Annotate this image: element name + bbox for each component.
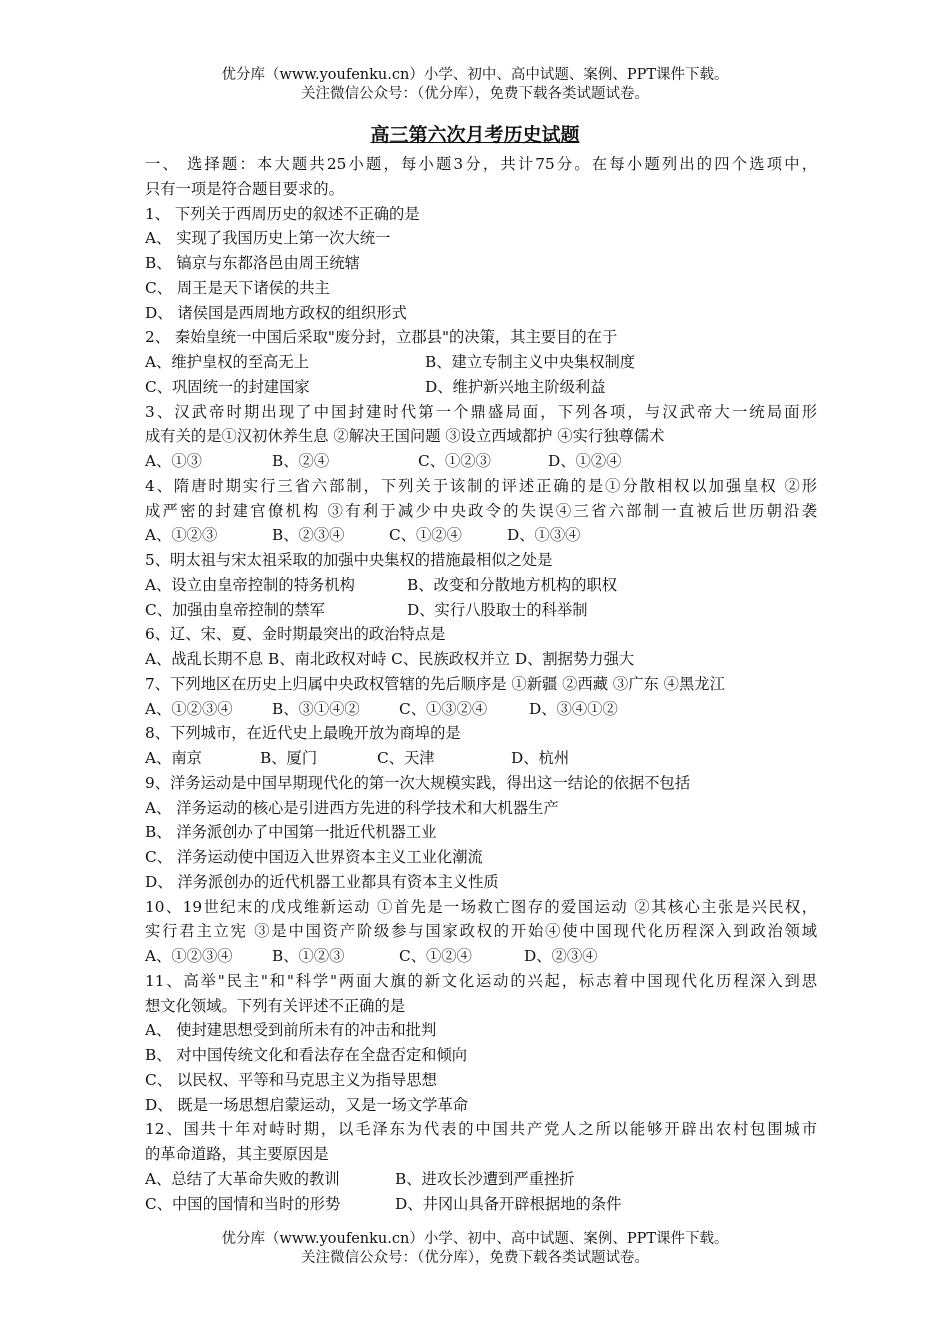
q1-option-c: C、 周王是天下诸侯的共主 [145, 278, 330, 297]
q4-options [145, 523, 817, 548]
q9-stem: 9、洋务运动是中国早期现代化的第一次大规模实践，得出这一结论的依据不包括 [145, 773, 691, 792]
q8-option-c: C、天津 [377, 749, 435, 767]
q11-option-d: D、 既是一场思想启蒙运动，又是一场文学革命 [145, 1095, 469, 1114]
q10-option-b: B、①②③ [272, 947, 345, 965]
q10-options [145, 944, 817, 969]
q10-option-a: A、①②③④ [145, 947, 233, 965]
q9-option-c: C、 洋务运动使中国迈入世界资本主义工业化潮流 [145, 848, 483, 866]
q4-stem-line-2: 成严密的封建官僚机构 ③有利于减少中央政令的失误④三省六部制一直被后世历朝沿袭 [145, 501, 817, 520]
q12-stem-line-2: 的革命道路，其主要原因是 [145, 1145, 329, 1163]
q1-option-b: B、 镐京与东都洛邑由周王统辖 [145, 254, 360, 272]
q8-option-b: B、厦门 [260, 749, 318, 767]
q2-option-b: B、建立专制主义中央集权制度 [425, 353, 636, 371]
q4-option-d: D、①③④ [507, 526, 581, 545]
q11-stem-line-1: 11、高举"民主"和"科学"两面大旗的新文化运动的兴起，标志着中国现代化历程深入到思 [145, 971, 817, 990]
intro-line-2: 只有一项是符合题目要求的。 [145, 179, 344, 198]
q7-option-d: D、③④①② [529, 699, 618, 718]
q7-option-c: C、①③②④ [399, 699, 488, 718]
q4-option-a: A、①②③ [145, 526, 218, 545]
q7-options [145, 697, 817, 722]
q1-option-d: D、 诸侯国是西周地方政权的组织形式 [145, 303, 407, 322]
q9-option-d: D、 洋务派创办的近代机器工业都具有资本主义性质 [145, 872, 499, 891]
q11-option-c: C、 以民权、平等和马克思主义为指导思想 [145, 1070, 437, 1089]
q5-stem: 5、明太祖与宋太祖采取的加强中央集权的措施最相似之处是 [145, 551, 553, 569]
q12-stem-line-1: 12、国共十年对峙时期，以毛泽东为代表的中国共产党人之所以能够开辟出农村包围城市 [145, 1120, 817, 1139]
q5-option-b: B、改变和分散地方机构的职权 [407, 575, 618, 594]
q8-option-d: D、杭州 [511, 749, 570, 767]
q4-option-b: B、②③④ [272, 526, 345, 545]
footer-line-1: 优分库（www.youfenku.cn）小学、初中、高中试题、案例、PPT课件下载。 [221, 1231, 729, 1247]
q2-stem: 2、 秦始皇统一中国后采取"废分封，立郡县"的决策，其主要目的在于 [145, 328, 618, 347]
q5-option-a: A、设立由皇帝控制的特务机构 [145, 575, 355, 594]
q12-option-a: A、总结了大革命失败的教训 [145, 1169, 340, 1188]
q1-option-a: A、 实现了我国历史上第一次大统一 [145, 229, 391, 248]
q5-options-row-1 [145, 573, 817, 598]
q3-stem-line-1: 3、汉武帝时期出现了中国封建时代第一个鼎盛局面，下列各项，与汉武帝大一统局面形 [145, 402, 817, 421]
q7-stem: 7、下列地区在历史上归属中央政权管辖的先后顺序是 ①新疆 ②西藏 ③广东 ④黑龙江 [145, 674, 725, 693]
exam-content [145, 152, 817, 1216]
q12-option-c: C、中国的国情和当时的形势 [145, 1194, 341, 1213]
intro-line-1: 一、 选择题：本大题共25小题，每小题3分，共计75分。在每小题列出的四个选项中， [145, 155, 817, 173]
q5-option-d: D、实行八股取士的科举制 [407, 600, 588, 619]
q7-option-a: A、①②③④ [145, 699, 233, 718]
q3-option-c: C、①②③ [418, 452, 491, 470]
page-header [0, 66, 950, 104]
q12-option-b: B、进攻长沙遭到严重挫折 [395, 1169, 575, 1188]
q5-options-row-2 [145, 598, 817, 623]
q2-option-a: A、维护皇权的至高无上 [145, 353, 310, 371]
q2-options-row-2 [145, 375, 817, 400]
q6-stem: 6、辽、宋、夏、金时期最突出的政治特点是 [145, 625, 446, 644]
q9-option-a: A、 洋务运动的核心是引进西方先进的科学技术和大机器生产 [145, 798, 559, 817]
q11-stem-line-2: 想文化领域。下列有关评述不正确的是 [145, 996, 406, 1015]
q3-option-b: B、②④ [272, 452, 330, 470]
q9-option-b: B、 洋务派创办了中国第一批近代机器工业 [145, 823, 437, 842]
q11-option-b: B、 对中国传统文化和看法存在全盘否定和倾向 [145, 1046, 468, 1064]
q10-stem-line-1: 10、19世纪末的戊戌维新运动 ①首先是一场救亡图存的爱国运动 ②其核心主张是兴民权， [145, 897, 817, 916]
q8-option-a: A、南京 [145, 749, 202, 767]
page-title: 高三第六次月考历史试题 [370, 124, 580, 146]
header-line-1: 优分库（www.youfenku.cn）小学、初中、高中试题、案例、PPT课件下载。 [221, 67, 729, 83]
q2-options-row-1 [145, 350, 817, 375]
q4-stem-line-1: 4、隋唐时期实行三省六部制，下列关于该制的评述正确的是①分散相权以加强皇权 ②形 [145, 476, 817, 495]
q2-option-d: D、维护新兴地主阶级利益 [425, 377, 606, 396]
q3-options [145, 449, 817, 474]
q7-option-b: B、③①④② [272, 699, 360, 718]
page-footer [0, 1230, 950, 1268]
q4-option-c: C、①②④ [389, 526, 462, 545]
q5-option-c: C、加强由皇帝控制的禁军 [145, 600, 325, 619]
footer-line-2: 关注微信公众号：（优分库），免费下载各类试题试卷。 [301, 1250, 649, 1266]
q6-options: A、战乱长期不息 B、南北政权对峙 C、民族政权并立 D、割据势力强大 [145, 650, 635, 668]
q10-option-d: D、②③④ [524, 947, 598, 965]
q12-options-row-1 [145, 1167, 817, 1192]
q2-option-c: C、巩固统一的封建国家 [145, 377, 310, 396]
q12-option-d: D、井冈山具备开辟根据地的条件 [395, 1194, 622, 1213]
q3-option-a: A、①③ [145, 452, 202, 470]
q8-stem: 8、下列城市，在近代史上最晚开放为商埠的是 [145, 724, 461, 743]
q3-option-d: D、①②④ [548, 452, 622, 470]
q11-option-a: A、 使封建思想受到前所未有的冲击和批判 [145, 1021, 437, 1040]
q8-options [145, 746, 817, 771]
q12-options-row-2 [145, 1192, 817, 1217]
q10-stem-line-2: 实行君主立宪 ③是中国资产阶级参与国家政权的开始④使中国现代化历程深入到政治领域 [145, 922, 817, 941]
q10-option-c: C、①②④ [399, 947, 472, 965]
header-line-2: 关注微信公众号：（优分库），免费下载各类试题试卷。 [301, 86, 649, 102]
q3-stem-line-2: 成有关的是①汉初休养生息 ②解决王国问题 ③设立西域都护 ④实行独尊儒术 [145, 427, 665, 446]
q1-stem: 1、 下列关于西周历史的叙述不正确的是 [145, 204, 420, 223]
